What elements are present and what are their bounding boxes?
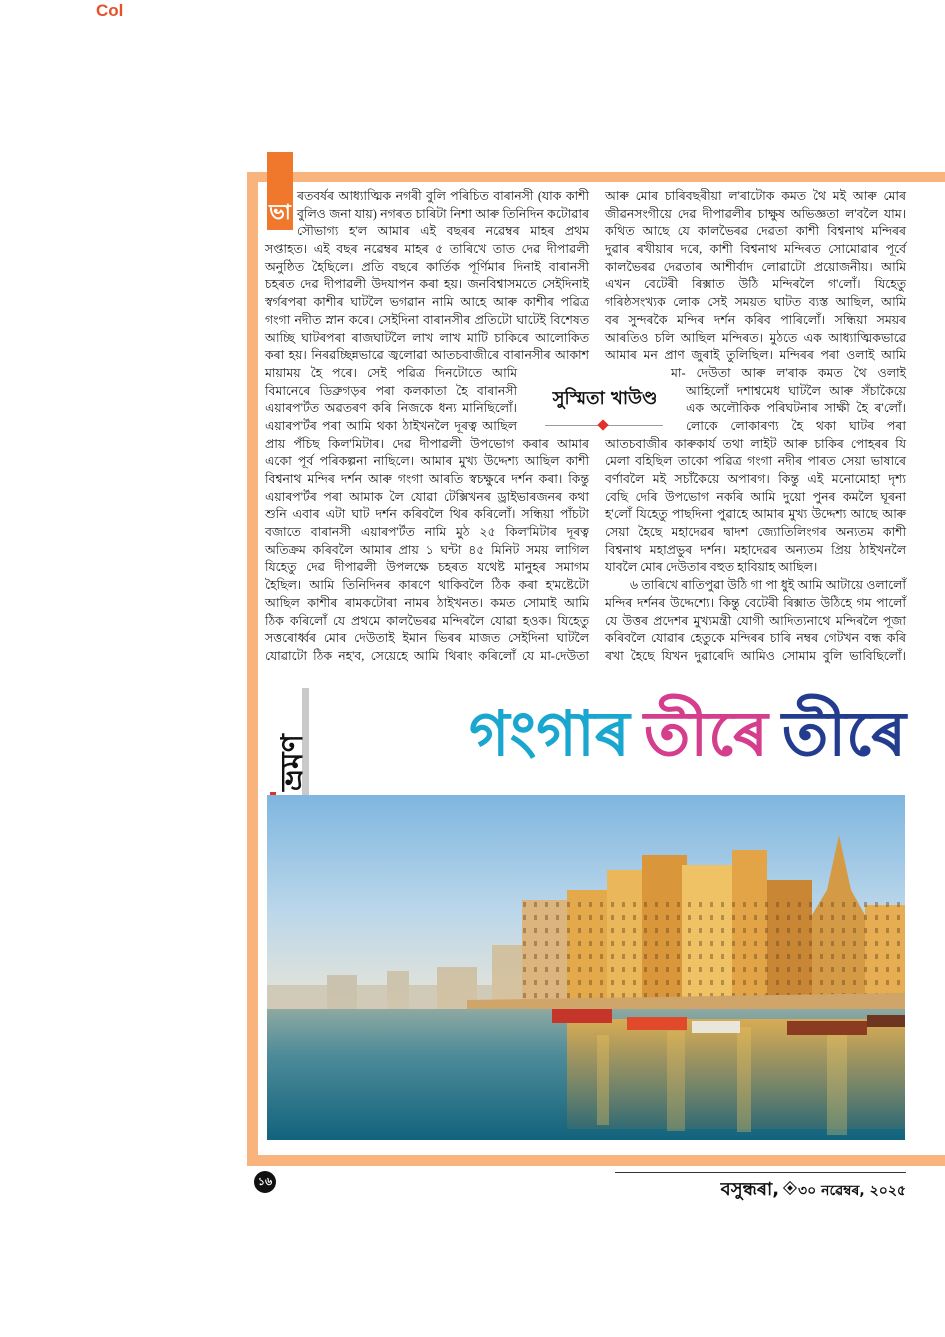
frame-top-bar [247, 172, 945, 182]
article-line: ৬ তাৰিখে ৰাতিপুৱা উঠি গা পা ধুই আমি আটায়ে ওলালোঁ [630, 578, 906, 593]
article-line: হ'লোঁ যিহেতু পাছদিনা পুৱাহে আমাৰ মুখ্য উদ্দেশ্য আছে আৰু [605, 507, 906, 522]
article-line: এখন বেটেৰী ৰিক্সাত উঠি মন্দিৰলৈ গ'লোঁ। যিহেতু [605, 277, 906, 292]
article-line: বৰ্ণাবলৈ মই সচাঁকৈয়ে অপাৰগ। কিন্তু এই মনোমোহা দৃশ্য [605, 472, 906, 486]
article-line: অনুষ্ঠিত হৈছিলে। প্ৰতি বছৰে কাৰ্তিক পূৰ্ণিমাৰ দিনাই বাৰানসী [265, 259, 589, 274]
article-line: বিশ্বনাথ মহাপ্ৰভুৰ দৰ্শন। মহাদেৱৰ অন্যতম প্ৰিয় ঠাইখনলৈ [605, 542, 906, 557]
title-word-1: গংগাৰ [468, 697, 630, 770]
article-line: যাবলৈ মোৰ দেউতাৰ বহুত হাবিয়াহ আছিল। [605, 560, 818, 575]
article-line: মায়াময় হৈ পৰে। সেই পৱিত্ৰ দিনটোতে আমি [265, 365, 517, 380]
article-line: স্বৰ্গৰপৰা কাশীৰ ঘাটলৈ ভগৱান নামি আহে আৰু কাশীৰ পৱিত্ৰ [265, 295, 589, 310]
article-line: কৰা হয়। নিৰৱচ্ছিন্নভাৱে জ্বলোৱা আতচবাজীৰে বাৰানসীৰ আকাশ [265, 348, 589, 363]
article-line: আৰতিও চলি আছিল মন্দিৰত। মুঠতে এক আধ্যাত্মিকভাৱে [605, 330, 906, 345]
article-line: আতচবাজীৰ কাৰুকাৰ্য তথা লাইট আৰু চাকিৰ পোহৰৰ যি [605, 436, 906, 451]
article-line: যিহেতু দেৱ দীপাৱলী উপলক্ষে চহৰত যথেষ্ট মানুহৰ সমাগম [265, 560, 589, 575]
footer-publication-info [600, 1177, 906, 1203]
article-line: আছিল কাশীৰ ৰামকটোৰা নামৰ ঠাইখনত। কমত সোমাই আমি [265, 595, 589, 610]
article-line: ঠিক কৰিলোঁ যে প্ৰথমে কালভৈৰৱ মন্দিৰলৈ যোৱা হওক। যিহেতু [265, 613, 589, 628]
article-line: মা- দেউতা আৰু ল'ৰাক কমত থৈ ওলাই [671, 365, 906, 380]
article-line: আমাৰ মন প্ৰাণ জুৰাই তুলিছিল। মন্দিৰৰ পৰা ওলাই আমি [605, 348, 906, 363]
article-line: হৈছিল। আমি তিনিদিনৰ কাৰণে থাকিবলৈ ঠিক কৰা হ'মষ্টেটো [265, 578, 589, 593]
article-line: বজাতে বাৰানসী এয়াৰপ'ৰ্টত নামি মুঠ ২৫ কিল'মিটাৰ দূৰত্ব [265, 525, 589, 540]
article-line: বৰ সুন্দৰকৈ মন্দিৰ দৰ্শন কৰিব পাৰিলোঁ। সন্ধিয়া সময়ৰ [605, 312, 906, 327]
article-line: ৰতবৰ্ষৰ আধ্যাত্মিক নগৰী বুলি পৰিচিত বাৰানসী (যাক কাশী [297, 189, 589, 203]
article-line: ৰখা হৈছে যিখন দুৱাৰেদি আমিও সোমাম বুলি ভাবিছিলোঁ। [605, 648, 906, 663]
article-line: কালভৈৰৱ দেৱতাৰ আশীৰ্বাদ লোৱাটো প্ৰয়োজনীয়। আমি [605, 259, 906, 274]
article-line: সৌভাগ্য হ'ল আমাৰ এই বছৰৰ নৱেম্বৰ মাহৰ প্ৰথম [297, 224, 589, 239]
ghat-photo [267, 795, 905, 1140]
article-line: বিমানেৰে ডিব্ৰুগড়ৰ পৰা কলকাতা হৈ বাৰানসী [265, 383, 517, 398]
article-line: মেলা বহিছিল তাকো পৱিত্ৰ গংগা নদীৰ পাৰত সেয়া ভাষাৰে [605, 454, 906, 469]
article-line: একো পূৰ্ব পৰিকল্পনা নাছিলে। আমাৰ মুখ্য উদ্দেশ্য আছিল কাশী [265, 454, 589, 469]
article-line: গৰিষ্ঠসংখ্যক লোক সেই সময়ত ঘাটত ব্যস্ত আছিল, আমি [605, 295, 906, 310]
title-word-3: তীৰে [781, 697, 906, 770]
article-line: আৰু মোৰ চাৰিবছৰীয়া ল'ৰাটোক কমত থৈ মই আৰু মোৰ [605, 189, 906, 203]
article-line: মন্দিৰ দৰ্শনৰ উদ্দেশ্যে। কিন্তু বেটেৰী ৰিক্সাত উঠিহে গম পালোঁ [605, 595, 906, 610]
article-line: বুলিও জনা যায়) নগৰত চাৰিটা নিশা আৰু তিনিদিন কটোৱাৰ [297, 206, 589, 221]
article-column-right [605, 188, 906, 666]
article-line: সপ্তাহত। এই বছৰ নৱেম্বৰ মাহৰ ৫ তাৰিখে তাত দেৱ দীপাৱলী [265, 242, 589, 257]
title-word-2: তীৰে [643, 697, 768, 770]
article-line: জীৱনসংগীয়ে দেৱ দীপাৱলীৰ চাক্ষুষ অভিজ্ঞতা ল'বলৈ যাম। [605, 206, 906, 221]
frame-left-bar [247, 172, 258, 1166]
article-line: চহৰত দেৱ দীপাৱলী উদযাপন কৰা হয়। জনবিশ্বাসমতে সেইদিনাই [265, 277, 589, 292]
article-line: এয়াৰপ'ৰ্টৰ পৰা আমাক লৈ যোৱা টেক্সিখনৰ ড্ৰাইভাৰজনৰ কথা [265, 489, 589, 504]
article-line: অতিক্ৰম কৰিবলৈ আমাৰ প্ৰায় ১ ঘন্টা ৪৫ মিনিট সময় লাগিল [265, 542, 589, 557]
author-name: সুস্মিতা খাউণ্ড [552, 388, 658, 409]
footer-divider [615, 1172, 906, 1173]
article-line: লোকে লোকাৰণ্য হৈ থকা ঘাটৰ পৰা [686, 418, 906, 433]
article-line: এক অলৌকিক পৰিঘটনাৰ সাক্ষী হৈ ৰ'লোঁ। [686, 401, 906, 416]
article-line: দুৱাৰ ৰখীয়াৰ দৰে, কাশী বিশ্বনাথ মন্দিৰত সোমোৱাৰ পূৰ্বে [605, 242, 906, 257]
ornament-icon [783, 1181, 797, 1195]
article-line: প্ৰায় পঁচিছ কিল'মিটাৰ। দেৱ দীপাৱলী উপভোগ কৰাৰ আমাৰ [265, 436, 589, 451]
article-column-left [265, 188, 589, 666]
drop-cap: ভা [269, 200, 291, 224]
article-line: কৰিবলৈ যোৱাৰ হেতুকে মন্দিৰৰ চাৰি নম্বৰ গেটখন বন্ধ কৰি [605, 631, 906, 646]
article-line: এয়াৰপ'ৰ্টৰ পৰা আমি থকা ঠাইখনলৈ দূৰত্ব আছিল [265, 418, 517, 433]
article-line: কথিত আছে যে কালভৈৰৱ দেৱতা কাশী বিশ্বনাথ মন্দিৰৰ [605, 224, 906, 239]
section-name: ভ্ৰমণ [275, 733, 310, 791]
article-line: বেছি দেৰি উপভোগ নকৰি আমি দুয়ো পুনৰ কমলৈ ঘূৰনা [605, 489, 906, 504]
article-title [438, 690, 906, 778]
article-line: গংগা নদীত স্নান কৰে। সেইদিনা বাৰানসীৰ প্ৰতিটো ঘাটেই বিশেষত [265, 312, 589, 327]
article-line: শুনি এবাৰ এটা ঘাট দৰ্শন কৰিবলৈ থিৰ কৰিলোঁ। সন্ধিয়া পাঁচটা [265, 507, 589, 522]
corner-label: Col [96, 1, 124, 20]
article-line: সেয়া হৈছে মহাদেৱৰ দ্বাদশ জ্যোতিলিংগৰ অন্যতম কাশী [605, 525, 906, 540]
drop-cap-block [267, 152, 293, 230]
article-line: বিশ্বনাথ মন্দিৰ দৰ্শন আৰু গংগা আৰতি স্বচক্ষুৰে দৰ্শন কৰা। কিন্তু [265, 472, 589, 486]
article-line: এয়াৰপ'ৰ্টত অৱতৰণ কৰি নিজকে ধন্য মানিছিলোঁ। [265, 401, 517, 416]
article-line: আহিলোঁ দশাশ্বমেধ ঘাটলৈ আৰু সঁচাকৈয়ে [686, 383, 906, 398]
article-line: যে উত্তৰ প্ৰদেশৰ মুখ্যমন্ত্ৰী যোগী আদিত্যনাথে মন্দিৰলৈ পূজা [605, 613, 906, 628]
article-line: আচ্ছি ঘাটৰপৰা ৰাজঘাটলৈ লাখ লাখ মাটি চাকিৰে আলোকিত [265, 330, 589, 345]
footer-date: ৩০ নৱেম্বৰ, ২০২৫ [798, 1183, 906, 1199]
article-line: সত্তৰোৰ্ধ্বৰ মোৰ দেউতাই ইমান ভিৰৰ মাজত সেইদিনা ঘাটলৈ [265, 631, 589, 646]
frame-bottom-bar [247, 1155, 945, 1166]
footer-publication: বসুন্ধৰা, [720, 1179, 780, 1200]
page-number: ১৬ [254, 1171, 276, 1193]
article-line: যোৱাটো ঠিক নহ'ব, সেয়েহে আমি থিৰাং কৰিলোঁ যে মা-দেউতা [265, 648, 589, 663]
